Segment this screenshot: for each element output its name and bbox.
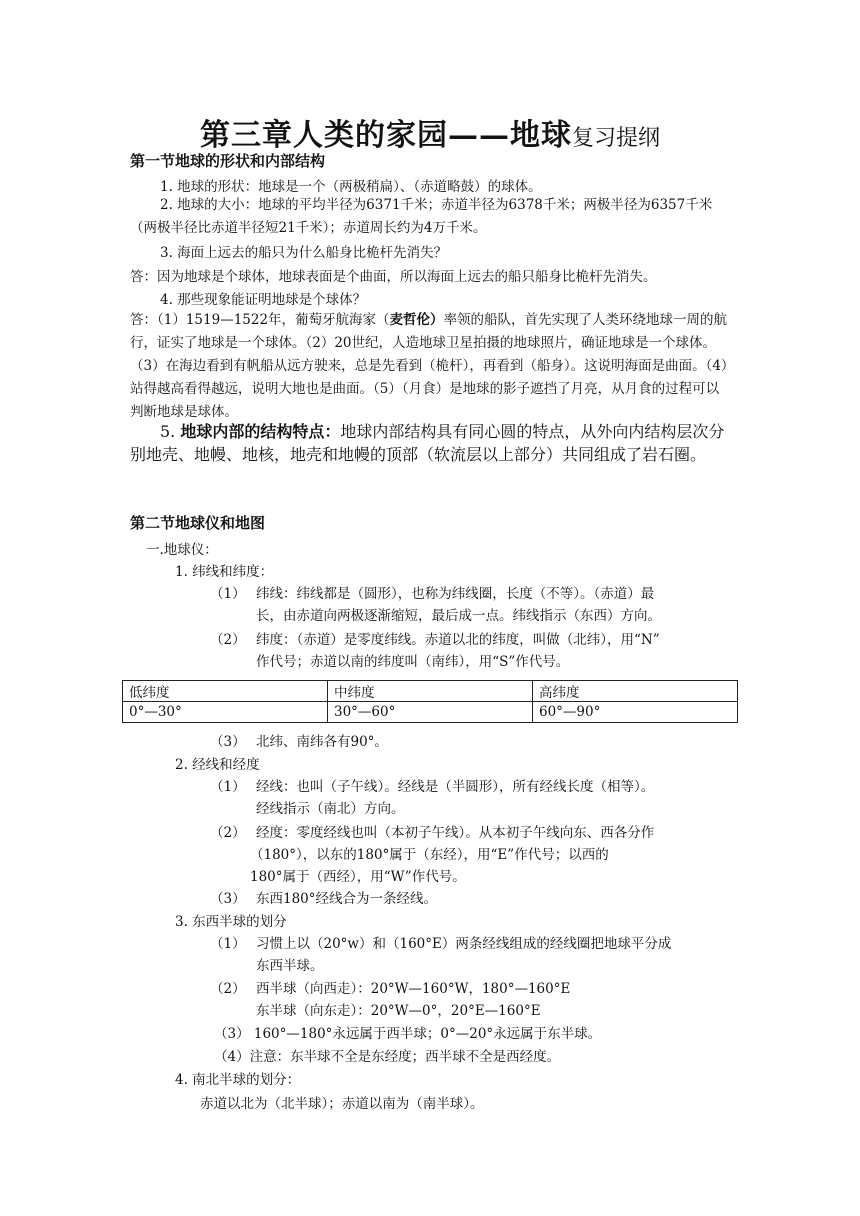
table-cell: 0°—30° <box>123 702 328 723</box>
item5-text: 地球内部结构具有同心圆的特点，从外向内结构层次分别地壳、地幔、地核，地壳和地幔的顶部（软流层以上部分）共同组成了岩石圈。 <box>130 422 725 464</box>
ew2-b: 东半球（向东走）：20°W—0°，20°E—160°E <box>256 1003 541 1019</box>
ew1-num: （1） <box>210 936 246 952</box>
lon1-b: 经线指示（南北）方向。 <box>256 801 405 817</box>
lat2-b: 作代号；赤道以南的纬度叫（南纬），用“S”作代号。 <box>256 654 570 670</box>
lat3-num: （3） <box>210 734 246 750</box>
ew4: （4）注意：东半球不全是东经度；西半球不全是西经度。 <box>214 1049 561 1065</box>
item5-num: 5. <box>160 422 181 441</box>
s1-answer4 <box>130 309 732 424</box>
s1-item3: 3. 海面上远去的船只为什么船身比桅杆先消失？ <box>160 245 448 261</box>
s2-ew: 3. 东西半球的划分 <box>175 914 287 930</box>
answer4-post: 率领的船队，首先实现了人类环绕地球一周的航行，证实了地球是一个球体。（2）20世纪，人造地球卫星拍摄的地球照片，确证地球是一个球体。（3）在海边看到有帆船从远方驶来，总是先看到（桅杆），再看到（船身）。这说明海面是曲面。（4）站得越高看得越远，说明大地也是曲面。（5）（月食）是地球的影子遮挡了月亮，从月食的过程可以判断地球是球体。 <box>130 312 728 420</box>
section2-heading: 第二节地球仪和地图 <box>130 514 266 532</box>
lon1-num: （1） <box>210 779 246 795</box>
lon2-b: （180°），以东的180°属于（东经），用“E”作代号；以西的 <box>250 847 609 863</box>
table-cell: 低纬度 <box>123 681 328 702</box>
table-cell: 中纬度 <box>328 681 533 702</box>
section1-heading: 第一节地球的形状和内部结构 <box>130 152 326 170</box>
s2-sub1: 一.地球仪： <box>146 542 218 558</box>
lat1-b: 长，由赤道向两极逐渐缩短，最后成一点。纬线指示（东西）方向。 <box>256 608 661 624</box>
table-cell: 30°—60° <box>328 702 533 723</box>
latitude-table <box>122 680 738 723</box>
lat2-a: 纬度：（赤道）是零度纬线。赤道以北的纬度，叫做（北纬），用“N” <box>256 632 660 648</box>
table-cell: 高纬度 <box>533 681 738 702</box>
lon3: 东西180°经线合为一条经线。 <box>256 891 438 907</box>
title-suffix: 复习提纲 <box>571 126 660 151</box>
ew3: （3） 160°—180°永远属于西半球；0°—20°永远属于东半球。 <box>214 1026 602 1042</box>
s1-item1: 1. 地球的形状：地球是一个（两极稍扁）、（赤道略鼓）的球体。 <box>160 179 542 195</box>
s1-item2: 2. 地球的大小：地球的平均半径为6371千米；赤道半径为6378千米；两极半径为6357千米（两极半径比赤道半径短21千米）；赤道周长约为4万千米。 <box>130 197 713 236</box>
ns1: 赤道以北为（北半球）；赤道以南为（南半球）。 <box>200 1096 484 1112</box>
s2-ns: 4. 南北半球的划分： <box>175 1072 301 1088</box>
s1-item5 <box>130 420 734 466</box>
ew2-a: 西半球（向西走）：20°W—160°W，180°—160°E <box>256 981 571 997</box>
page-title <box>0 110 860 154</box>
s1-item4: 4. 那些现象能证明地球是个球体？ <box>160 292 367 308</box>
item5-bold: 地球内部的结构特点： <box>180 422 341 441</box>
lat3: 北纬、南纬各有90°。 <box>256 734 388 750</box>
table-cell: 60°—90° <box>533 702 738 723</box>
lon3-num: （3） <box>210 891 246 907</box>
s2-lon: 2. 经线和经度 <box>175 757 260 773</box>
lat2-num: （2） <box>210 632 246 648</box>
answer4-pre: 答：（1）1519—1522年，葡萄牙航海家（ <box>130 312 390 328</box>
ew2-num: （2） <box>210 981 246 997</box>
s1-answer3: 答：因为地球是个球体，地球表面是个曲面，所以海面上远去的船只船身比桅杆先消失。 <box>130 269 657 285</box>
lon2-a: 经度：零度经线也叫（本初子午线）。从本初子午线向东、西各分作 <box>256 825 655 841</box>
lat1-a: 纬线：纬线都是（圆形），也称为纬线圈，长度（不等）。（赤道）最 <box>256 586 655 602</box>
lon2-num: （2） <box>210 825 246 841</box>
answer4-bold: 麦哲伦） <box>389 312 444 328</box>
ew1-b: 东西半球。 <box>256 958 324 974</box>
lon1-a: 经线：也叫（子午线）。经线是（半圆形），所有经线长度（相等）。 <box>256 779 655 795</box>
table-row <box>123 702 738 723</box>
title-main: 第三章人类的家园——地球 <box>199 118 572 153</box>
lat1-num: （1） <box>210 586 246 602</box>
lon2-c: 180°属于（西经），用“W”作代号。 <box>250 869 466 885</box>
ew1-a: 习惯上以（20°w）和（160°E）两条经线组成的经线圈把地球平分成 <box>256 936 672 952</box>
table-row <box>123 681 738 702</box>
s2-latlon: 1. 纬线和纬度： <box>175 564 274 580</box>
